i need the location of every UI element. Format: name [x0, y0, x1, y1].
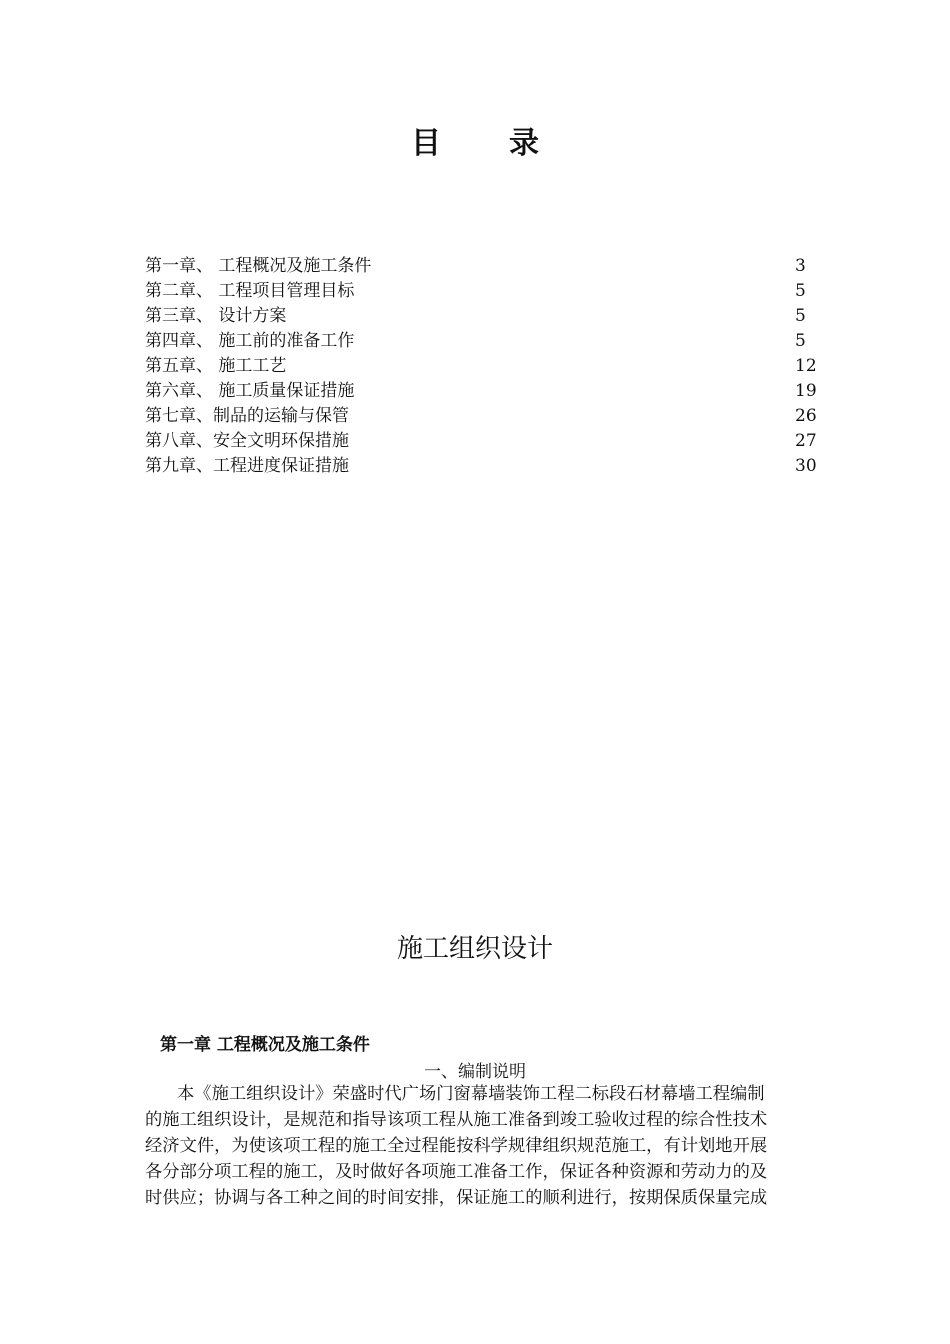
- toc-item[interactable]: [145, 454, 825, 479]
- section-heading: 一、编制说明: [424, 1062, 526, 1082]
- toc-item-label: 第八章、安全文明环保措施: [145, 431, 349, 451]
- paragraph-line: 时供应；协调与各工种之间的时间安排，保证施工的顺利进行，按期保质保量完成: [145, 1188, 768, 1208]
- toc-item-page: 5: [795, 281, 806, 301]
- toc-item-label: 第七章、制品的运输与保管: [145, 406, 349, 426]
- toc-item-label: 第九章、工程进度保证措施: [145, 456, 349, 476]
- toc-item-label: 第三章、 设计方案: [145, 306, 287, 326]
- toc-item[interactable]: [145, 429, 825, 454]
- paragraph-line: 经济文件，为使该项工程的施工全过程能按科学规律组织规范施工，有计划地开展: [145, 1136, 768, 1156]
- body-paragraph: [145, 1081, 835, 1211]
- paragraph-line: 本《施工组织设计》荣盛时代广场门窗幕墙装饰工程二标段石材幕墙工程编制: [177, 1084, 765, 1104]
- toc-item-label: 第五章、 施工工艺: [145, 356, 287, 376]
- chapter-heading: 第一章 工程概况及施工条件: [160, 1035, 370, 1055]
- document-title: 施工组织设计: [396, 934, 553, 964]
- toc-title-char-1: 目: [411, 126, 441, 161]
- paragraph-line: 各分部分项工程的施工，及时做好各项施工准备工作，保证各种资源和劳动力的及: [145, 1162, 768, 1182]
- toc-item-label: 第二章、 工程项目管理目标: [145, 281, 355, 301]
- toc-item[interactable]: [145, 329, 825, 354]
- toc-item-page: 12: [795, 356, 817, 376]
- toc-item[interactable]: [145, 254, 825, 279]
- toc-item-page: 5: [795, 331, 806, 351]
- toc-item[interactable]: [145, 379, 825, 404]
- toc-item[interactable]: [145, 279, 825, 304]
- toc-item-page: 26: [795, 406, 817, 426]
- toc-item-page: 5: [795, 306, 806, 326]
- toc-item-page: 27: [795, 431, 817, 451]
- toc-item-label: 第六章、 施工质量保证措施: [145, 381, 355, 401]
- toc-item-label: 第四章、 施工前的准备工作: [145, 331, 355, 351]
- toc-item-page: 30: [795, 456, 817, 476]
- toc-title-char-2: 录: [509, 126, 539, 161]
- toc-item[interactable]: [145, 304, 825, 329]
- paragraph-line: 的施工组织设计，是规范和指导该项工程从施工准备到竣工验收过程的综合性技术: [145, 1110, 768, 1130]
- toc-item[interactable]: [145, 354, 825, 379]
- toc-item-label: 第一章、 工程概况及施工条件: [145, 256, 372, 276]
- toc-title: [0, 118, 950, 162]
- toc-list: [145, 254, 825, 479]
- toc-item[interactable]: [145, 404, 825, 429]
- toc-item-page: 3: [795, 256, 806, 276]
- toc-item-page: 19: [795, 381, 817, 401]
